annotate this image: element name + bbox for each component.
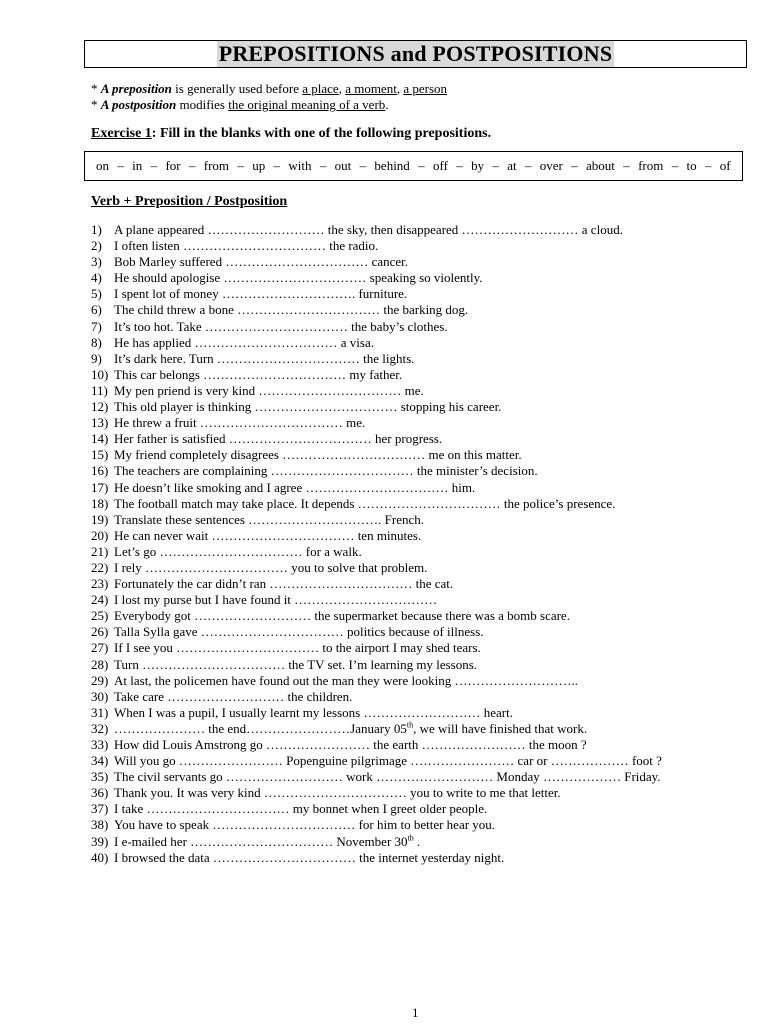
item-number: 40)	[91, 849, 109, 865]
exercise-item	[91, 705, 662, 721]
separator-dash: –	[117, 158, 124, 173]
item-text: When I was a pupil, I usually learnt my lessons ……………………… heart.	[114, 704, 513, 720]
item-number: 31)	[91, 704, 109, 720]
preposition-word: from	[638, 158, 664, 173]
exercise-item	[91, 286, 662, 302]
exercise-item	[91, 447, 662, 463]
item-number: 26)	[91, 624, 109, 640]
exercise-item	[91, 383, 662, 399]
exercise-item	[91, 850, 662, 866]
item-text: The child threw a bone …………………………… the barking dog.	[114, 302, 469, 318]
item-number: 11)	[91, 382, 108, 398]
item-text: The teachers are complaining …………………………… the minister’s decision.	[114, 463, 538, 479]
item-number: 20)	[91, 527, 109, 543]
preposition-word: for	[165, 158, 181, 173]
preposition-word: by	[471, 158, 485, 173]
item-number: 22)	[91, 559, 109, 575]
exercise-item	[91, 769, 662, 785]
exercise-item	[91, 238, 662, 254]
exercise-item	[91, 689, 662, 705]
exercise-item	[91, 560, 662, 576]
preposition-word: from	[203, 158, 230, 173]
item-text: Fortunately the car didn’t ran …………………………… the cat.	[114, 576, 454, 592]
exercise-item	[91, 673, 662, 689]
item-text: I e-mailed her …………………………… November 30	[114, 833, 408, 849]
exercise-item	[91, 721, 662, 737]
item-number: 5)	[91, 286, 102, 302]
item-text-end: , we will have finished that work.	[413, 720, 588, 736]
item-number: 19)	[91, 511, 109, 527]
item-text: Thank you. It was very kind …………………………… you to write to me that letter.	[114, 785, 561, 801]
preposition-word: to	[686, 158, 697, 173]
item-text: It’s dark here. Turn …………………………… the lights.	[114, 350, 415, 366]
separator-dash: –	[188, 158, 196, 173]
item-number: 38)	[91, 817, 109, 833]
separator-dash: –	[671, 158, 679, 173]
item-number: 25)	[91, 608, 109, 624]
exercise-item	[91, 512, 662, 528]
exercise-item	[91, 367, 662, 383]
item-number: 9)	[91, 350, 102, 366]
preposition-word: out	[334, 158, 352, 173]
exercise-item	[91, 319, 662, 335]
comma: ,	[396, 81, 404, 96]
exercise-item	[91, 351, 662, 367]
item-text: The football match may take place. It depends …………………………… the police’s presence.	[114, 495, 616, 511]
item-number: 21)	[91, 543, 109, 559]
intro	[91, 81, 447, 113]
exercise-item	[91, 592, 662, 608]
item-text: Talla Sylla gave …………………………… politics because of illness.	[114, 624, 484, 640]
intro-text: modifies	[176, 97, 229, 112]
item-number: 14)	[91, 431, 109, 447]
underlined-place: a place	[302, 81, 339, 96]
ordinal-suffix: th	[406, 720, 414, 730]
item-number: 1)	[91, 222, 102, 237]
separator-dash: –	[150, 158, 158, 173]
term-preposition: A preposition	[100, 81, 172, 96]
preposition-word: over	[539, 158, 563, 173]
item-number: 2)	[91, 238, 102, 254]
period: .	[385, 97, 389, 112]
item-number: 15)	[91, 447, 109, 463]
exercise-item	[91, 399, 662, 415]
page-number: 1	[412, 1005, 419, 1020]
bullet: *	[91, 81, 101, 96]
underlined-moment: a moment	[345, 81, 397, 96]
item-number: 37)	[91, 801, 109, 817]
separator-dash: –	[456, 158, 463, 173]
item-number: 36)	[91, 785, 109, 801]
underlined-person: a person	[403, 81, 448, 96]
underlined-meaning: the original meaning of a verb	[228, 97, 386, 112]
separator-dash: –	[704, 158, 712, 173]
item-text: Everybody got ……………………… the supermarket because there was a bomb scare.	[114, 608, 570, 624]
item-number: 4)	[91, 270, 102, 286]
preposition-list-box	[84, 151, 743, 181]
preposition-word: of	[719, 158, 731, 173]
exercise-item	[91, 415, 662, 431]
item-text: He can never wait …………………………… ten minutes.	[114, 527, 422, 543]
item-number: 28)	[91, 656, 109, 672]
preposition-word: about	[586, 158, 615, 173]
exercise-instruction: : Fill in the blanks with one of the following prepositions.	[151, 126, 492, 141]
item-number: 6)	[91, 302, 102, 318]
exercise-item	[91, 270, 662, 286]
item-number: 32)	[91, 720, 109, 736]
item-number: 27)	[91, 640, 109, 656]
item-text: A plane appeared ……………………… the sky, then disappeared ……………………… a cloud.	[114, 222, 623, 237]
separator-dash: –	[524, 158, 532, 173]
item-text: I lost my purse but I have found it ……………………………	[114, 592, 438, 608]
preposition-word: off	[432, 158, 448, 173]
exercise-item	[91, 834, 662, 850]
item-text: He doesn’t like smoking and I agree …………………………… him.	[114, 479, 476, 495]
item-number: 17)	[91, 479, 109, 495]
item-text: He has applied …………………………… a visa.	[114, 334, 374, 350]
exercise-item	[91, 544, 662, 560]
item-text: I rely …………………………… you to solve that problem.	[114, 559, 428, 575]
item-number: 18)	[91, 495, 109, 511]
item-text: Translate these sentences …………………………. French.	[114, 511, 425, 527]
item-text: I often listen …………………………… the radio.	[114, 238, 379, 254]
item-text: Bob Marley suffered …………………………… cancer.	[114, 254, 409, 270]
item-text: Her father is satisfied …………………………… her progress.	[114, 431, 443, 447]
term-postposition: A postposition	[100, 97, 177, 112]
item-text: I browsed the data …………………………… the internet yesterday night.	[114, 849, 505, 865]
item-number: 30)	[91, 688, 109, 704]
exercise-item	[91, 463, 662, 479]
item-text: Will you go …………………… Popenguine pilgrimage …………………… car or ……………… foot ?	[114, 753, 662, 769]
item-text: He should apologise …………………………… speaking so violently.	[114, 270, 483, 286]
item-number: 39)	[91, 833, 109, 849]
item-text: My pen priend is very kind …………………………… me.	[114, 382, 424, 398]
preposition-word: at	[507, 158, 517, 173]
item-number: 34)	[91, 753, 109, 769]
item-text: He threw a fruit …………………………… me.	[114, 415, 366, 431]
item-text: How did Louis Amstrong go …………………… the earth …………………… the moon ?	[114, 737, 587, 752]
separator-dash: –	[492, 158, 499, 173]
exercise-item	[91, 576, 662, 592]
item-number: 13)	[91, 415, 109, 431]
exercise-item	[91, 785, 662, 801]
item-number: 16)	[91, 463, 109, 479]
separator-dash: –	[623, 158, 630, 173]
preposition-word: with	[288, 158, 312, 173]
item-number: 29)	[91, 672, 109, 688]
exercise-item	[91, 302, 662, 318]
item-text: I spent lot of money …………………………. furniture.	[114, 286, 408, 302]
item-number: 23)	[91, 576, 109, 592]
item-number: 7)	[91, 318, 102, 334]
item-text: My friend completely disagrees …………………………… me on this matter.	[114, 447, 522, 463]
exercise-item	[91, 753, 662, 769]
exercise-heading	[91, 126, 491, 142]
separator-dash: –	[273, 158, 281, 173]
title-box	[84, 40, 747, 68]
page-title: PREPOSITIONS and POSTPOSITIONS	[218, 41, 613, 66]
ordinal-suffix: th	[407, 833, 414, 843]
item-text: Let’s go …………………………… for a walk.	[114, 543, 362, 559]
item-text: It’s too hot. Take …………………………… the baby’s clothes.	[114, 318, 448, 334]
item-text: This car belongs …………………………… my father.	[114, 366, 403, 382]
intro-text: is generally used before	[171, 81, 303, 96]
exercise-item	[91, 657, 662, 673]
item-text: At last, the policemen have found out the man they were looking ………………………..	[114, 672, 578, 688]
preposition-word: behind	[374, 158, 410, 173]
preposition-word: on	[96, 158, 109, 173]
exercise-item	[91, 528, 662, 544]
item-text: Take care ……………………… the children.	[114, 688, 353, 704]
item-number: 24)	[91, 592, 109, 608]
comma: ,	[338, 81, 346, 96]
separator-dash: –	[359, 158, 367, 173]
intro-postposition-line	[91, 97, 447, 113]
item-number: 33)	[91, 737, 109, 752]
exercise-item	[91, 254, 662, 270]
exercise-item	[91, 640, 662, 656]
item-number: 8)	[91, 334, 102, 350]
item-number: 10)	[91, 366, 109, 382]
exercise-item	[91, 624, 662, 640]
exercise-item	[91, 431, 662, 447]
exercise-item	[91, 222, 662, 238]
item-text: This old player is thinking …………………………… stopping his career.	[114, 399, 502, 415]
preposition-word: in	[132, 158, 143, 173]
exercise-item	[91, 480, 662, 496]
exercise-item	[91, 817, 662, 833]
item-text: ………………… the end……………………January 05	[114, 720, 407, 736]
item-text: Turn …………………………… the TV set. I’m learning my lessons.	[114, 656, 478, 672]
item-number: 35)	[91, 769, 109, 785]
separator-dash: –	[237, 158, 244, 173]
section-heading: Verb + Preposition / Postposition	[91, 194, 288, 209]
exercise-label: Exercise 1	[91, 126, 152, 141]
separator-dash: –	[571, 158, 578, 173]
exercise-item	[91, 801, 662, 817]
exercise-item	[91, 737, 662, 753]
preposition-word: up	[252, 158, 266, 173]
exercise-item	[91, 608, 662, 624]
item-text-end: .	[413, 833, 421, 849]
exercise-item	[91, 496, 662, 512]
separator-dash: –	[319, 158, 327, 173]
exercise-item	[91, 335, 662, 351]
item-text: If I see you …………………………… to the airport I may shed tears.	[114, 640, 481, 656]
item-number: 3)	[91, 254, 102, 270]
intro-preposition-line	[91, 81, 447, 97]
item-number: 12)	[91, 399, 109, 415]
item-text: I take …………………………… my bonnet when I greet older people.	[114, 801, 488, 817]
bullet: *	[91, 97, 101, 112]
item-text: The civil servants go ……………………… work ……………………… Monday ……………… Friday.	[114, 769, 661, 785]
item-text: You have to speak …………………………… for him to better hear you.	[114, 817, 496, 833]
exercise-items	[91, 222, 662, 866]
separator-dash: –	[418, 158, 425, 173]
